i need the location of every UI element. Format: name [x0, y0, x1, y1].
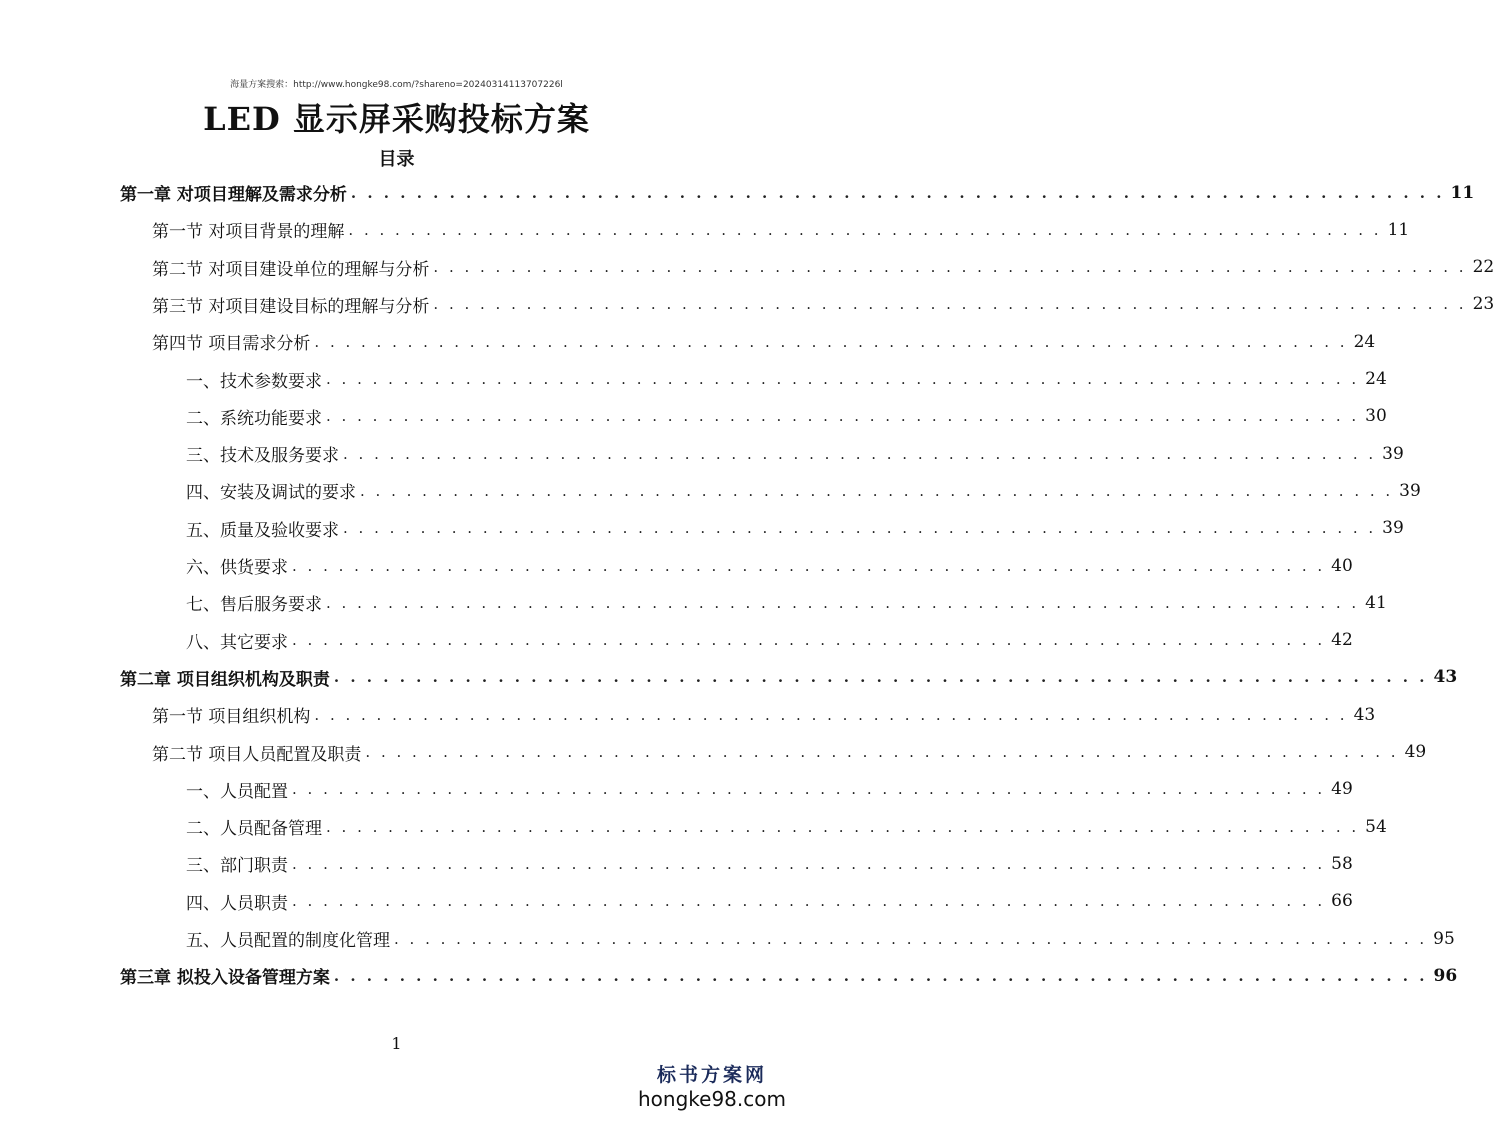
- toc-entry[interactable]: [0, 920, 1455, 957]
- toc-entry[interactable]: [0, 845, 1353, 882]
- toc-entry-page: 41: [1365, 592, 1387, 613]
- toc-entry[interactable]: [0, 696, 1376, 733]
- toc-entry-page: 58: [1331, 853, 1353, 874]
- toc-dot-leader: . . . . . . . . . . . . . . . . . . . . . . . . . . . . . . . . . . . . . . . . . . . . . . . . . . . . . . . . . . . . . . . . . . .: [292, 892, 1326, 911]
- toc-entry-page: 24: [1365, 369, 1387, 389]
- toc-entry-label: 七、售后服务要求: [186, 595, 322, 616]
- toc-dot-leader: . . . . . . . . . . . . . . . . . . . . . . . . . . . . . . . . . . . . . . . . . . . . . . . . . . . . . . . . . . . . . . . . . . .: [292, 556, 1326, 575]
- toc-dot-leader: . . . . . . . . . . . . . . . . . . . . . . . . . . . . . . . . . . . . . . . . . . . . . . . . . . . . . . . . . . . . . . . . . . .: [433, 295, 1467, 314]
- toc-entry[interactable]: [0, 361, 1387, 398]
- toc-dot-leader: . . . . . . . . . . . . . . . . . . . . . . . . . . . . . . . . . . . . . . . . . . . . . . . . . . . . . . . . . . . . . . . . . . .: [292, 631, 1326, 650]
- toc-entry[interactable]: [0, 398, 1387, 435]
- toc-entry-label: 一、技术参数要求: [186, 371, 322, 392]
- toc-entry-page: 54: [1365, 816, 1387, 837]
- toc-dot-leader: . . . . . . . . . . . . . . . . . . . . . . . . . . . . . . . . . . . . . . . . . . . . . . . . . . . . . . . . . . . . . . . . . . .: [350, 183, 1445, 202]
- toc-entry-label: 四、安装及调试的要求: [186, 483, 356, 504]
- toc-entry[interactable]: [0, 435, 1404, 472]
- toc-entry-page: 42: [1331, 630, 1353, 651]
- toc-entry[interactable]: [0, 286, 1494, 323]
- toc-dot-leader: . . . . . . . . . . . . . . . . . . . . . . . . . . . . . . . . . . . . . . . . . . . . . . . . . . . . . . . . . . . . . . . . . . .: [343, 519, 1377, 538]
- toc-entry-page: 43: [1353, 704, 1376, 725]
- toc-entry-label: 二、系统功能要求: [186, 408, 322, 429]
- toc-entry[interactable]: [0, 323, 1376, 360]
- toc-dot-leader: . . . . . . . . . . . . . . . . . . . . . . . . . . . . . . . . . . . . . . . . . . . . . . . . . . . . . . . . . . . . . . . . . . .: [326, 407, 1360, 426]
- toc-dot-leader: . . . . . . . . . . . . . . . . . . . . . . . . . . . . . . . . . . . . . . . . . . . . . . . . . . . . . . . . . . . . . . . . . . .: [333, 966, 1428, 985]
- toc-entry-page: 39: [1382, 518, 1404, 539]
- toc-entry-label: 第三章 拟投入设备管理方案: [120, 968, 330, 989]
- toc-entry-label: 第四节 项目需求分析: [152, 334, 311, 355]
- toc-dot-leader: . . . . . . . . . . . . . . . . . . . . . . . . . . . . . . . . . . . . . . . . . . . . . . . . . . . . . . . . . . . . . . . . . . .: [348, 220, 1382, 239]
- toc-dot-leader: . . . . . . . . . . . . . . . . . . . . . . . . . . . . . . . . . . . . . . . . . . . . . . . . . . . . . . . . . . . . . . . . . . .: [292, 780, 1326, 799]
- toc-entry-label: 第二节 项目人员配置及职责: [152, 744, 362, 765]
- toc-dot-leader: . . . . . . . . . . . . . . . . . . . . . . . . . . . . . . . . . . . . . . . . . . . . . . . . . . . . . . . . . . . . . . . . . . .: [326, 817, 1360, 836]
- toc-entry[interactable]: [0, 584, 1387, 621]
- toc-entry-page: 49: [1404, 742, 1427, 762]
- document-title: LED 显示屏采购投标方案: [203, 100, 590, 138]
- toc-entry-page: 30: [1365, 406, 1387, 427]
- toc-entry-label: 三、技术及服务要求: [186, 446, 339, 467]
- watermark-en-text: hongke98.com: [638, 1087, 786, 1111]
- toc-entry[interactable]: [0, 957, 1458, 994]
- toc-dot-leader: . . . . . . . . . . . . . . . . . . . . . . . . . . . . . . . . . . . . . . . . . . . . . . . . . . . . . . . . . . . . . . . . . . .: [314, 705, 1348, 724]
- toc-entry[interactable]: [0, 883, 1353, 920]
- watermark-cn-text: 标书方案网: [656, 1064, 767, 1086]
- toc-entry-label: 一、人员配置: [186, 781, 288, 802]
- watermark-logo: [632, 1064, 792, 1112]
- toc-entry-label: 第三节 对项目建设目标的理解与分析: [152, 296, 430, 317]
- toc-heading: 目录: [378, 149, 415, 170]
- toc-dot-leader: . . . . . . . . . . . . . . . . . . . . . . . . . . . . . . . . . . . . . . . . . . . . . . . . . . . . . . . . . . . . . . . . . . .: [365, 743, 1399, 761]
- toc-entry-page: 96: [1433, 965, 1458, 986]
- toc-entry-page: 95: [1433, 928, 1455, 949]
- toc-dot-leader: . . . . . . . . . . . . . . . . . . . . . . . . . . . . . . . . . . . . . . . . . . . . . . . . . . . . . . . . . . . . . . . . . . .: [394, 929, 1428, 948]
- toc-entry[interactable]: [0, 249, 1494, 286]
- toc-entry[interactable]: [0, 211, 1410, 248]
- header-search-note: 海量方案搜索：http://www.hongke98.com/?shareno=20240314113707226l: [230, 80, 563, 90]
- toc-entry[interactable]: [0, 547, 1353, 584]
- toc-entry[interactable]: [0, 659, 1458, 696]
- toc-entry-label: 第一节 项目组织机构: [152, 707, 311, 728]
- toc-entry-page: 11: [1450, 182, 1475, 203]
- toc-entry-label: 第一节 对项目背景的理解: [152, 222, 345, 243]
- toc-dot-leader: . . . . . . . . . . . . . . . . . . . . . . . . . . . . . . . . . . . . . . . . . . . . . . . . . . . . . . . . . . . . . . . . . . .: [333, 668, 1428, 687]
- toc-entry-label: 五、人员配置的制度化管理: [186, 931, 390, 951]
- toc-entry-page: 24: [1353, 331, 1376, 352]
- toc-dot-leader: . . . . . . . . . . . . . . . . . . . . . . . . . . . . . . . . . . . . . . . . . . . . . . . . . . . . . . . . . . . . . . . . . . .: [326, 593, 1360, 612]
- toc-entry-page: 40: [1331, 555, 1353, 576]
- toc-entry-label: 第二章 项目组织机构及职责: [120, 669, 330, 690]
- toc-entry-page: 22: [1472, 257, 1494, 278]
- toc-dot-leader: . . . . . . . . . . . . . . . . . . . . . . . . . . . . . . . . . . . . . . . . . . . . . . . . . . . . . . . . . . . . . . . . . . .: [360, 481, 1394, 500]
- toc-entry-label: 二、人员配备管理: [186, 819, 322, 840]
- page-number: 1: [391, 1034, 402, 1053]
- toc-entry-label: 三、部门职责: [186, 856, 288, 877]
- toc-entry-page: 49: [1331, 779, 1353, 800]
- toc-entry[interactable]: [0, 472, 1421, 509]
- toc-dot-leader: . . . . . . . . . . . . . . . . . . . . . . . . . . . . . . . . . . . . . . . . . . . . . . . . . . . . . . . . . . . . . . . . . . .: [314, 332, 1348, 351]
- toc-entry-label: 第二节 对项目建设单位的理解与分析: [152, 259, 430, 280]
- toc-dot-leader: . . . . . . . . . . . . . . . . . . . . . . . . . . . . . . . . . . . . . . . . . . . . . . . . . . . . . . . . . . . . . . . . . . .: [343, 444, 1377, 463]
- toc-entry[interactable]: [0, 734, 1427, 771]
- toc-entry-page: 39: [1382, 443, 1404, 464]
- toc-entry-label: 六、供货要求: [186, 558, 288, 578]
- toc-entry[interactable]: [0, 771, 1353, 808]
- toc-entry[interactable]: [0, 174, 1475, 211]
- toc-entry[interactable]: [0, 622, 1353, 659]
- toc-dot-leader: . . . . . . . . . . . . . . . . . . . . . . . . . . . . . . . . . . . . . . . . . . . . . . . . . . . . . . . . . . . . . . . . . . .: [326, 370, 1360, 388]
- toc-entry-page: 43: [1433, 667, 1458, 688]
- toc-entry-label: 四、人员职责: [186, 893, 288, 914]
- toc-entry-page: 66: [1331, 891, 1353, 912]
- toc-entry-page: 11: [1387, 219, 1410, 240]
- toc-entry[interactable]: [0, 510, 1404, 547]
- toc-entry-page: 39: [1399, 480, 1421, 501]
- toc-dot-leader: . . . . . . . . . . . . . . . . . . . . . . . . . . . . . . . . . . . . . . . . . . . . . . . . . . . . . . . . . . . . . . . . . . .: [292, 854, 1326, 873]
- toc-entry-label: 五、质量及验收要求: [186, 520, 339, 541]
- toc-entry-label: 第一章 对项目理解及需求分析: [120, 185, 347, 205]
- toc-entry-label: 八、其它要求: [186, 632, 288, 653]
- toc-entry[interactable]: [0, 808, 1387, 845]
- toc-entry-page: 23: [1472, 294, 1494, 315]
- toc-dot-leader: . . . . . . . . . . . . . . . . . . . . . . . . . . . . . . . . . . . . . . . . . . . . . . . . . . . . . . . . . . . . . . . . . . .: [433, 258, 1467, 277]
